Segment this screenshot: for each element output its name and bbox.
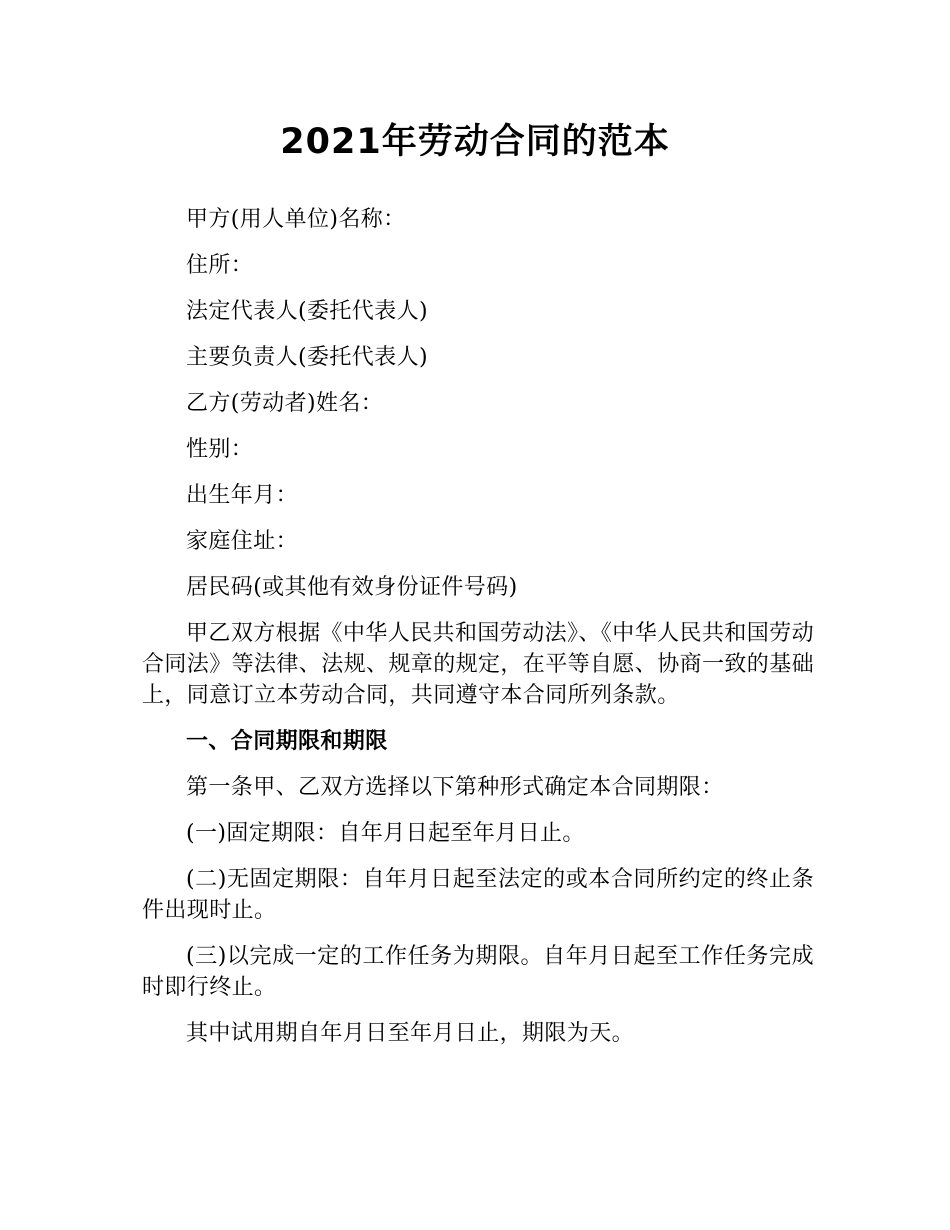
- document-body: [142, 204, 814, 1064]
- article-one-paragraph: 第一条甲、乙双方选择以下第种形式确定本合同期限：: [186, 775, 724, 800]
- party-a-address-line: 住所：: [186, 253, 254, 278]
- legal-representative-line: 法定代表人(委托代表人): [186, 299, 428, 324]
- principal-person-line: 主要负责人(委托代表人): [186, 345, 428, 370]
- open-term-option: (二)无固定期限：自年月日起至法定的或本合同所约定的终止条件出现时止。: [142, 867, 814, 923]
- preamble-paragraph: 甲乙双方根据《中华人民共和国劳动法》、《中华人民共和国劳动合同法》等法律、法规、规章的规定，在平等自愿、协商一致的基础上，同意订立本劳动合同，共同遵守本合同所列条款。: [142, 621, 815, 708]
- section-heading: 一、合同期限和期限: [186, 729, 388, 754]
- birth-date-line: 出生年月：: [186, 483, 299, 508]
- probation-period-paragraph: 其中试用期自年月日至年月日止，期限为天。: [186, 1021, 635, 1046]
- party-a-name-line: 甲方(用人单位)名称：: [186, 207, 406, 232]
- fixed-term-option: (一)固定期限：自年月日起至年月日止。: [186, 821, 585, 846]
- gender-line: 性别：: [186, 437, 254, 462]
- task-based-term-option: (三)以完成一定的工作任务为期限。自年月日起至工作任务完成时即行终止。: [142, 944, 814, 1000]
- document-title: 2021年劳动合同的范本: [280, 122, 670, 162]
- id-number-line: 居民码(或其他有效身份证件号码): [186, 575, 518, 600]
- home-address-line: 家庭住址：: [186, 529, 299, 554]
- party-b-name-line: 乙方(劳动者)姓名：: [186, 391, 384, 416]
